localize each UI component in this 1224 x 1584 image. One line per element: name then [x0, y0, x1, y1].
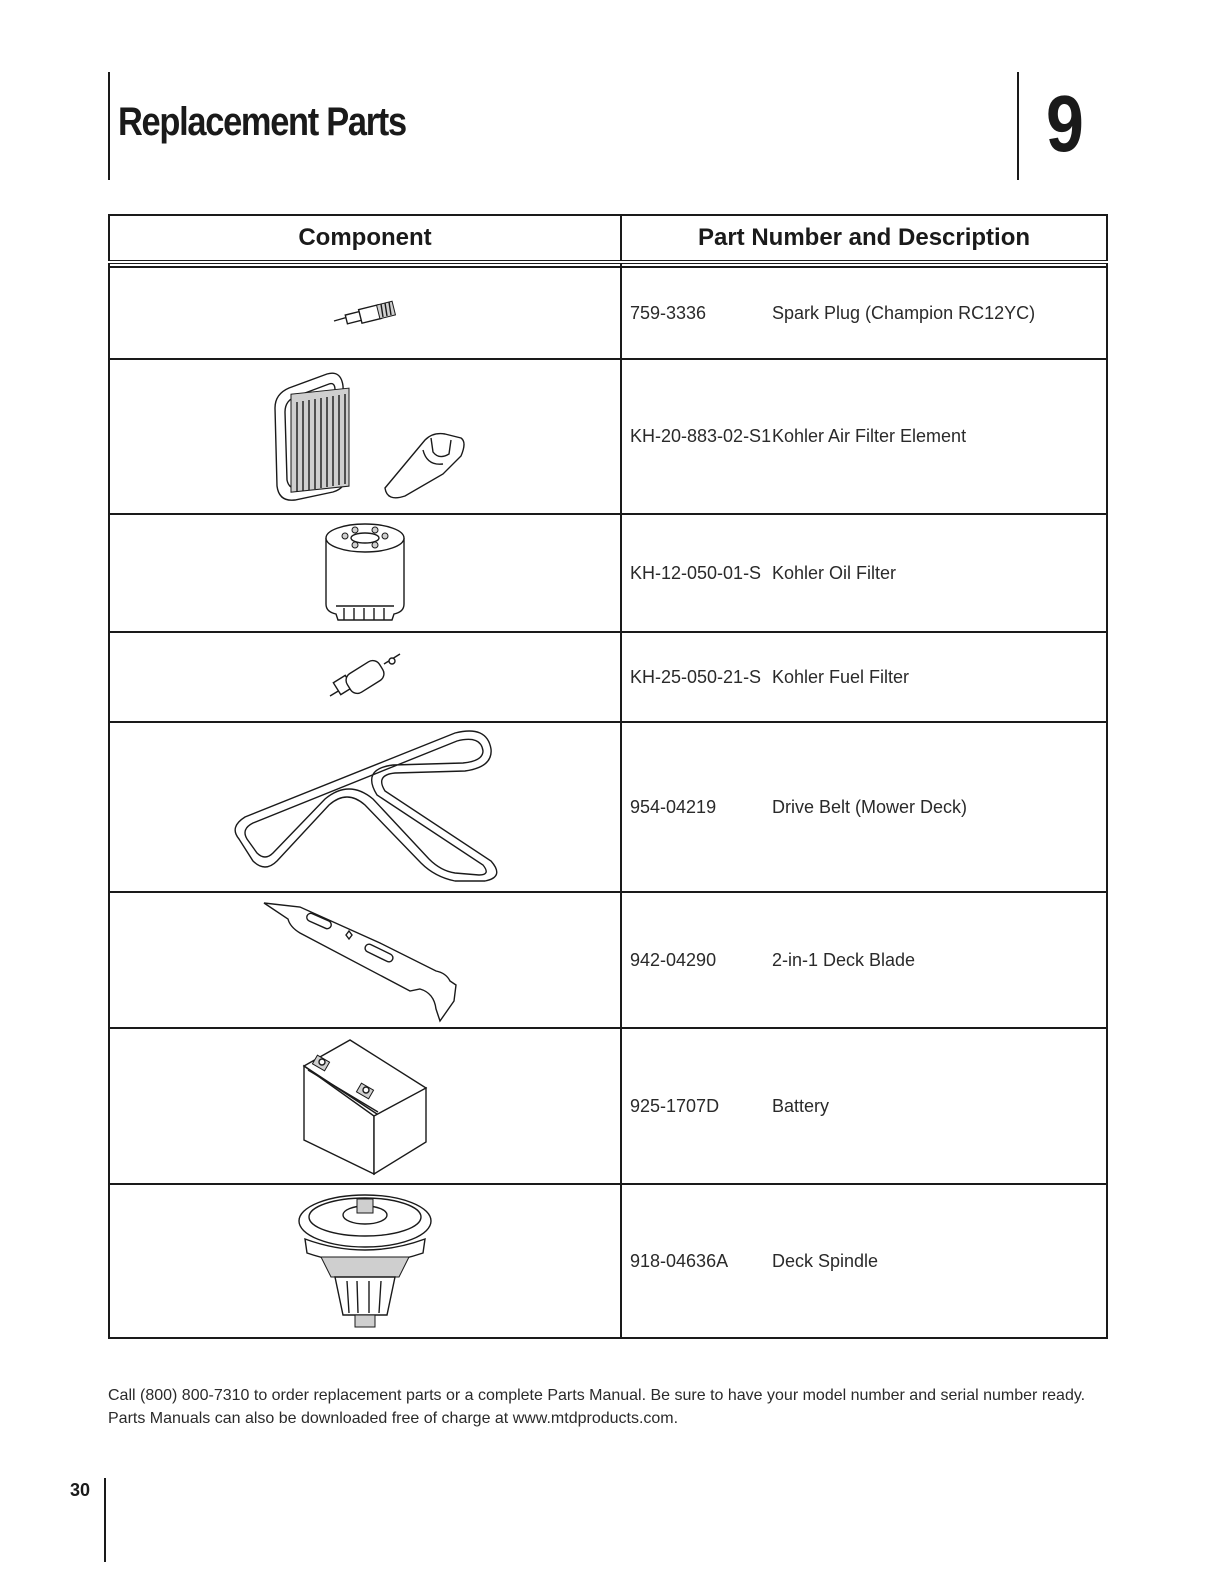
- part-description-cell: [621, 267, 1107, 359]
- part-description: Kohler Air Filter Element: [772, 426, 967, 446]
- table-row: [109, 267, 1107, 359]
- page-number-divider: [104, 1478, 106, 1562]
- part-description: Drive Belt (Mower Deck): [772, 796, 968, 817]
- part-description-cell: [621, 359, 1107, 514]
- component-cell: [109, 632, 621, 722]
- chapter-number: 9: [1046, 79, 1084, 168]
- replacement-parts-table: [108, 214, 1108, 1339]
- part-number: 942-04290: [630, 949, 717, 970]
- part-description-cell: [621, 1028, 1107, 1184]
- part-number: 925-1707D: [630, 1095, 720, 1116]
- deck-blade-icon: [260, 897, 470, 1023]
- part-description: Deck Spindle: [772, 1250, 879, 1271]
- page-number: 30: [70, 1480, 91, 1500]
- component-cell: [109, 359, 621, 514]
- header-divider-right: [1017, 72, 1019, 180]
- table-row: [109, 1028, 1107, 1184]
- component-cell: [109, 1028, 621, 1184]
- table-row: [109, 892, 1107, 1028]
- part-description: Kohler Fuel Filter: [772, 666, 910, 687]
- part-description-cell: [621, 1184, 1107, 1338]
- component-cell: [109, 892, 621, 1028]
- part-description: Spark Plug (Champion RC12YC): [772, 302, 1036, 323]
- table-row: [109, 359, 1107, 514]
- part-number: KH-25-050-21-S: [630, 666, 762, 687]
- table-row: [109, 722, 1107, 892]
- component-cell: [109, 267, 621, 359]
- deck-spindle-icon: [295, 1191, 435, 1331]
- part-description: 2-in-1 Deck Blade: [772, 949, 916, 970]
- drive-belt-icon: [225, 727, 505, 887]
- part-number: 918-04636A: [630, 1250, 729, 1271]
- part-number: 954-04219: [630, 796, 717, 817]
- spark-plug-icon: [330, 295, 400, 331]
- table-row: [109, 1184, 1107, 1338]
- part-number: KH-12-050-01-S: [630, 562, 762, 583]
- table-header-row: [109, 215, 1107, 262]
- component-cell: [109, 514, 621, 632]
- fuel-filter-icon: [322, 648, 408, 706]
- air-filter-icon: [255, 368, 475, 506]
- column-header-component: Component: [109, 215, 621, 262]
- part-description-cell: [621, 722, 1107, 892]
- page-title: Replacement Parts: [118, 100, 406, 144]
- part-number: 759-3336: [630, 302, 707, 323]
- component-cell: [109, 722, 621, 892]
- ordering-instructions: Call (800) 800-7310 to order replacement parts or a complete Parts Manual. Be sure to have your model number and serial number ready. Parts Manuals can also be downloaded free of charge at www.mtdproducts.com.: [108, 1387, 1086, 1427]
- part-description-cell: [621, 892, 1107, 1028]
- component-cell: [109, 1184, 621, 1338]
- part-description: Kohler Oil Filter: [772, 562, 897, 583]
- part-description-cell: [621, 514, 1107, 632]
- part-number: KH-20-883-02-S1: [630, 426, 772, 446]
- battery-icon: [300, 1036, 430, 1176]
- table-row: [109, 514, 1107, 632]
- column-header-part-number: Part Number and Description: [621, 215, 1107, 262]
- header-divider-left: [108, 72, 110, 180]
- part-description: Battery: [772, 1095, 830, 1116]
- table-row: [109, 632, 1107, 722]
- oil-filter-icon: [320, 520, 410, 626]
- part-description-cell: [621, 632, 1107, 722]
